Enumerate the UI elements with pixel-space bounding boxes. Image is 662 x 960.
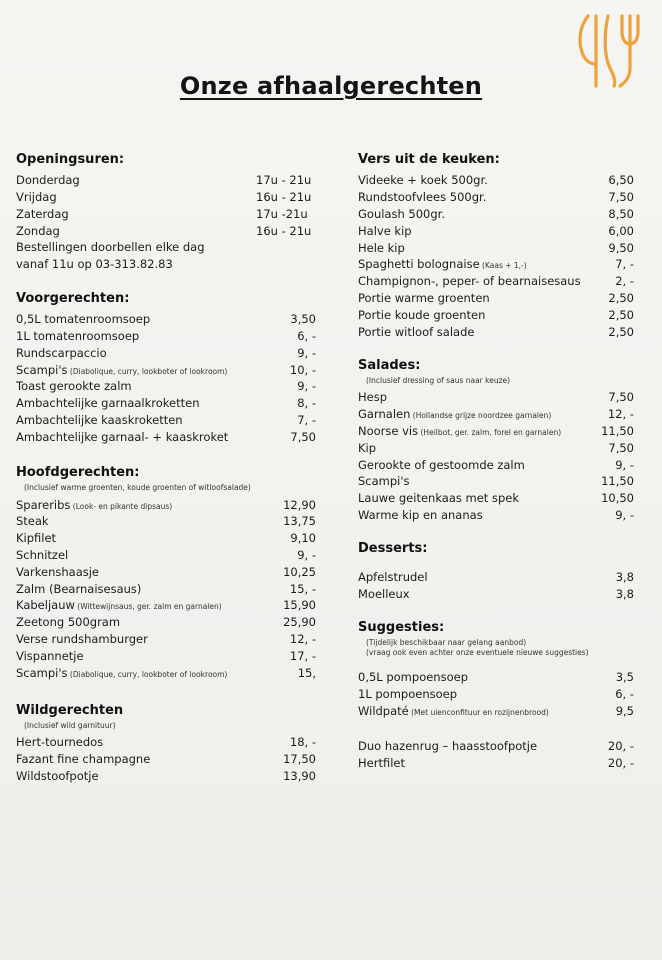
menu-item-price: 10,50	[601, 491, 634, 506]
menu-item-name	[358, 756, 608, 770]
menu-item-price: 9, -	[615, 457, 634, 472]
menu-item-name	[358, 508, 615, 522]
menu-item-title: Lauwe geitenkaas met spek	[358, 491, 519, 506]
menu-item-title: 0,5L tomatenroomsoep	[16, 312, 151, 327]
menu-item	[358, 507, 634, 524]
menu-item-name	[16, 615, 283, 629]
menu-item	[16, 734, 316, 751]
wildgerechten-section	[16, 703, 316, 784]
menu-item-name	[358, 390, 608, 404]
menu-item-name	[16, 379, 297, 393]
suggesties-title: Suggesties:	[358, 619, 445, 635]
menu-item-price: 20, -	[607, 755, 634, 770]
menu-item	[358, 456, 634, 473]
menu-item-title: Hele kip	[358, 240, 405, 255]
menu-item-name	[358, 407, 608, 421]
menu-item-name	[16, 769, 283, 783]
menu-item	[358, 439, 634, 456]
menu-item	[358, 206, 634, 223]
day-label: Vrijdag	[16, 190, 57, 205]
menu-item-title: Ambachtelijke garnaalkroketten	[16, 396, 200, 411]
menu-item-description: (Hollandse grijze noordzee garnalen)	[410, 411, 552, 421]
menu-item-title: Scampi's	[16, 362, 68, 377]
menu-item-name	[358, 491, 601, 505]
menu-item-price: 9,50	[608, 240, 634, 255]
menu-item-price: 12,90	[283, 497, 316, 512]
salades-section	[358, 358, 634, 523]
opening-hours-title: Openingsuren:	[16, 152, 125, 167]
hours-value: 16u - 21u	[256, 223, 312, 238]
menu-item-name	[358, 173, 608, 187]
menu-item-name	[16, 632, 290, 646]
menu-item-description: (Kaas + 1,-)	[479, 261, 527, 271]
menu-item-title: Rundstoofvlees 500gr.	[358, 190, 487, 205]
menu-item-name	[358, 207, 608, 221]
menu-item-title: Gerookte of gestoomde zalm	[358, 457, 525, 472]
menu-item-price: 13,90	[283, 768, 316, 783]
menu-item-description: (Heilbot, ger. zalm, forel en garnalen)	[418, 427, 562, 437]
menu-item-title: Noorse vis	[358, 423, 419, 438]
menu-item-description: (Diabolique, curry, lookboter of lookroom)	[67, 366, 228, 376]
suggesties-spacer	[358, 719, 634, 737]
menu-item-price: 3,50	[290, 312, 316, 327]
menu-item-title: Kip	[358, 440, 377, 455]
menu-item-name	[358, 739, 608, 753]
menu-item-title: Wildstoofpotje	[16, 768, 99, 783]
menu-item	[16, 563, 316, 580]
menu-item-price: 7,50	[290, 429, 316, 444]
order-info-line: Bestellingen doorbellen elke dag	[16, 240, 205, 255]
day-label: Zondag	[16, 223, 60, 238]
menu-item-name	[16, 413, 297, 427]
menu-item-name	[358, 441, 608, 455]
suggesties-note-2: (vraag ook even achter onze eventuele nieuwe suggesties)	[366, 647, 589, 657]
keuken-title: Vers uit de keuken:	[358, 152, 500, 167]
menu-item-title: Zeetong 500gram	[16, 615, 121, 630]
menu-item-price: 13,75	[283, 514, 316, 529]
menu-item-price: 15, -	[289, 581, 316, 596]
menu-item	[358, 473, 634, 490]
menu-item-name	[358, 474, 601, 488]
opening-row	[16, 172, 316, 189]
hours-value: 17u - 21u	[256, 173, 312, 188]
menu-item	[358, 423, 634, 440]
menu-item-price: 11,50	[601, 474, 634, 489]
menu-item-title: Goulash 500gr.	[358, 206, 445, 221]
menu-item-title: Verse rundshamburger	[16, 631, 148, 646]
menu-item-title: Kabeljauw	[16, 598, 75, 613]
menu-item-title: Toast gerookte zalm	[16, 379, 132, 394]
menu-item	[16, 361, 316, 378]
menu-item-price: 10,25	[283, 564, 316, 579]
menu-item	[358, 737, 634, 754]
menu-item-title: Duo hazenrug – haasstoofpotje	[358, 738, 538, 753]
menu-item	[358, 239, 634, 256]
desserts-title: Desserts:	[358, 541, 428, 557]
menu-item-price: 9,10	[290, 531, 316, 546]
menu-item-price: 2, -	[615, 274, 634, 289]
menu-item-name	[16, 735, 290, 749]
opening-hours-section	[16, 152, 316, 273]
menu-item-price: 15,90	[283, 598, 316, 613]
menu-item-price: 9, -	[297, 379, 316, 394]
menu-item-price: 9,5	[615, 703, 634, 718]
menu-item-price: 7,50	[608, 440, 634, 455]
hoofdgerechten-title: Hoofdgerechten:	[16, 465, 140, 481]
menu-item-name	[358, 291, 608, 305]
desserts-section	[358, 541, 634, 602]
opening-row	[16, 222, 316, 239]
menu-item	[358, 323, 634, 340]
menu-item-name	[16, 548, 297, 562]
menu-item-title: Zalm (Bearnaisesaus)	[16, 581, 142, 596]
hoofdgerechten-section	[16, 465, 316, 681]
menu-item-name	[358, 570, 616, 584]
right-column	[358, 152, 634, 785]
menu-item	[16, 328, 316, 345]
menu-item-description: (Diabolique, curry, lookboter of lookroom)	[67, 669, 228, 679]
menu-item-price: 7, -	[615, 257, 634, 272]
menu-item	[16, 513, 316, 530]
menu-item	[16, 580, 316, 597]
menu-item	[358, 256, 634, 273]
opening-row	[16, 206, 316, 223]
menu-item	[358, 273, 634, 290]
menu-item-title: Ambachtelijke garnaal- + kaaskroket	[16, 429, 229, 444]
menu-item-price: 6, -	[615, 687, 634, 702]
suggesties-section	[358, 620, 634, 771]
menu-item-price: 6,00	[608, 223, 634, 238]
menu-item-title: Halve kip	[358, 223, 412, 238]
menu-item-price: 8,50	[608, 206, 634, 221]
menu-item-price: 6,50	[608, 173, 634, 188]
menu-item-price: 2,50	[608, 324, 634, 339]
menu-item	[16, 311, 316, 328]
menu-item-title: Moelleux	[358, 586, 410, 601]
menu-item-price: 12, -	[607, 407, 634, 422]
menu-item	[358, 669, 634, 686]
hoofdgerechten-note: (Inclusief warme groenten, koude groenten of witloofsalade)	[24, 483, 251, 493]
menu-item	[358, 686, 634, 703]
menu-item-price: 3,8	[615, 586, 634, 601]
menu-item-title: Portie witloof salade	[358, 324, 475, 339]
salades-title: Salades:	[358, 357, 421, 373]
menu-item	[358, 172, 634, 189]
menu-item	[16, 344, 316, 361]
menu-item-name	[16, 329, 297, 343]
menu-item-price: 2,50	[608, 307, 634, 322]
menu-item-name	[16, 598, 283, 612]
menu-item	[358, 189, 634, 206]
menu-item	[16, 647, 316, 664]
salades-note: (Inclusief dressing of saus naar keuze)	[366, 375, 511, 385]
menu-item-name	[358, 587, 616, 601]
menu-item-price: 10, -	[289, 362, 316, 377]
menu-item	[16, 664, 316, 681]
menu-item-title: Fazant fine champagne	[16, 752, 151, 767]
menu-item-price: 11,50	[601, 423, 634, 438]
menu-item	[358, 490, 634, 507]
menu-item-name	[358, 458, 615, 472]
menu-item-name	[358, 241, 608, 255]
menu-item-name	[358, 190, 608, 204]
menu-item-price: 9, -	[297, 547, 316, 562]
menu-item	[358, 306, 634, 323]
hours-value: 17u -21u	[256, 206, 308, 221]
voorgerechten-section	[16, 291, 316, 445]
menu-item	[16, 496, 316, 513]
opening-row	[16, 189, 316, 206]
menu-item-price: 7,50	[608, 190, 634, 205]
menu-item	[16, 768, 316, 785]
menu-item-price: 7,50	[608, 390, 634, 405]
menu-item-title: Videeke + koek 500gr.	[358, 173, 488, 188]
menu-item-title: Scampi's	[358, 474, 410, 489]
keuken-section	[358, 152, 634, 340]
menu-item	[358, 703, 634, 720]
menu-item-name	[358, 224, 608, 238]
menu-item-title: 1L tomatenroomsoep	[16, 328, 140, 343]
menu-item	[16, 530, 316, 547]
menu-item-price: 2,50	[608, 290, 634, 305]
menu-item	[16, 412, 316, 429]
menu-item-title: Hert-tournedos	[16, 735, 104, 750]
menu-item-price: 25,90	[283, 615, 316, 630]
menu-item-price: 20, -	[607, 738, 634, 753]
menu-item	[16, 614, 316, 631]
hours-value: 16u - 21u	[256, 190, 312, 205]
menu-item-price: 18, -	[289, 735, 316, 750]
menu-item	[358, 389, 634, 406]
menu-item	[358, 222, 634, 239]
menu-item-title: Apfelstrudel	[358, 569, 428, 584]
menu-item-title: Garnalen	[358, 407, 411, 422]
menu-item-title: Warme kip en ananas	[358, 507, 483, 522]
menu-item-title: 1L pompoensoep	[358, 687, 458, 702]
menu-item	[358, 585, 634, 602]
menu-item-description: (Wittewijnsaus, ger. zalm en garnalen)	[74, 602, 222, 612]
menu-item-name	[358, 687, 615, 701]
menu-item-price: 15,	[297, 665, 316, 680]
menu-item	[16, 428, 316, 445]
menu-item-name	[16, 565, 283, 579]
menu-item-title: Rundscarpaccio	[16, 345, 107, 360]
menu-item-name	[16, 752, 283, 766]
menu-item-name	[16, 514, 283, 528]
menu-item-title: Spareribs	[16, 497, 71, 512]
menu-item-title: Hertfilet	[358, 755, 405, 770]
menu-item	[16, 597, 316, 614]
menu-item-name	[16, 363, 290, 377]
menu-item-title: 0,5L pompoensoep	[358, 670, 468, 685]
menu-item-title: Champignon-, peper- of bearnaisesaus	[358, 274, 581, 289]
menu-item-name	[358, 424, 601, 438]
menu-item-title: Kipfilet	[16, 531, 57, 546]
wildgerechten-note: (Inclusief wild garnituur)	[24, 720, 116, 730]
menu-item-title: Spaghetti bolognaise	[358, 257, 480, 272]
menu-item	[358, 568, 634, 585]
menu-item-price: 7, -	[297, 412, 316, 427]
voorgerechten-title: Voorgerechten:	[16, 290, 130, 306]
menu-item	[358, 754, 634, 771]
menu-item-price: 3,8	[615, 569, 634, 584]
order-phone-line: vanaf 11u op 03-313.82.83	[16, 256, 173, 271]
menu-item-name	[358, 257, 615, 271]
menu-item-price: 17, -	[289, 648, 316, 663]
menu-item-name	[358, 325, 608, 339]
menu-item-name	[358, 274, 615, 288]
menu-item	[16, 631, 316, 648]
menu-item-description: (Met uienconfituur en rozijnenbrood)	[408, 707, 549, 717]
menu-item-name	[16, 346, 297, 360]
menu-item-description: (Look- en pikante dipsaus)	[70, 501, 173, 511]
menu-item-name	[16, 312, 290, 326]
menu-item-title: Steak	[16, 514, 49, 529]
menu-item-title: Vispannetje	[16, 648, 84, 663]
suggesties-note-1: (Tijdelijk beschikbaar naar gelang aanbod)	[366, 637, 527, 647]
menu-item	[358, 406, 634, 423]
menu-item-price: 6, -	[297, 328, 316, 343]
menu-item	[16, 395, 316, 412]
menu-item-name	[16, 649, 290, 663]
menu-item-price: 17,50	[283, 752, 316, 767]
menu-item-title: Portie koude groenten	[358, 307, 486, 322]
menu-item	[16, 751, 316, 768]
menu-item-name	[16, 498, 283, 512]
menu-item	[16, 547, 316, 564]
menu-item-name	[16, 396, 297, 410]
menu-item	[16, 378, 316, 395]
menu-item	[358, 290, 634, 307]
menu-item-name	[358, 704, 616, 718]
menu-item-price: 9, -	[615, 507, 634, 522]
menu-item-title: Wildpaté	[358, 703, 409, 718]
menu-item-title: Varkenshaasje	[16, 564, 99, 579]
menu-item-name	[16, 531, 290, 545]
menu-item-name	[16, 430, 290, 444]
wildgerechten-title: Wildgerechten	[16, 702, 124, 718]
menu-item-name	[358, 670, 616, 684]
menu-item-price: 8, -	[297, 396, 316, 411]
day-label: Donderdag	[16, 173, 80, 188]
day-label: Zaterdag	[16, 206, 69, 221]
menu-item-title: Ambachtelijke kaaskroketten	[16, 412, 183, 427]
menu-item-name	[16, 582, 290, 596]
menu-item-title: Portie warme groenten	[358, 290, 490, 305]
page-title: Onze afhaalgerechten	[179, 72, 483, 100]
menu-item-title: Schnitzel	[16, 547, 69, 562]
left-column	[16, 152, 316, 798]
menu-item-price: 3,5	[615, 670, 634, 685]
menu-item-price: 12, -	[289, 631, 316, 646]
menu-item-title: Hesp	[358, 390, 388, 405]
menu-item-name	[358, 308, 608, 322]
menu-item-name	[16, 666, 298, 680]
menu-item-title: Scampi's	[16, 665, 68, 680]
menu-item-price: 9, -	[297, 345, 316, 360]
